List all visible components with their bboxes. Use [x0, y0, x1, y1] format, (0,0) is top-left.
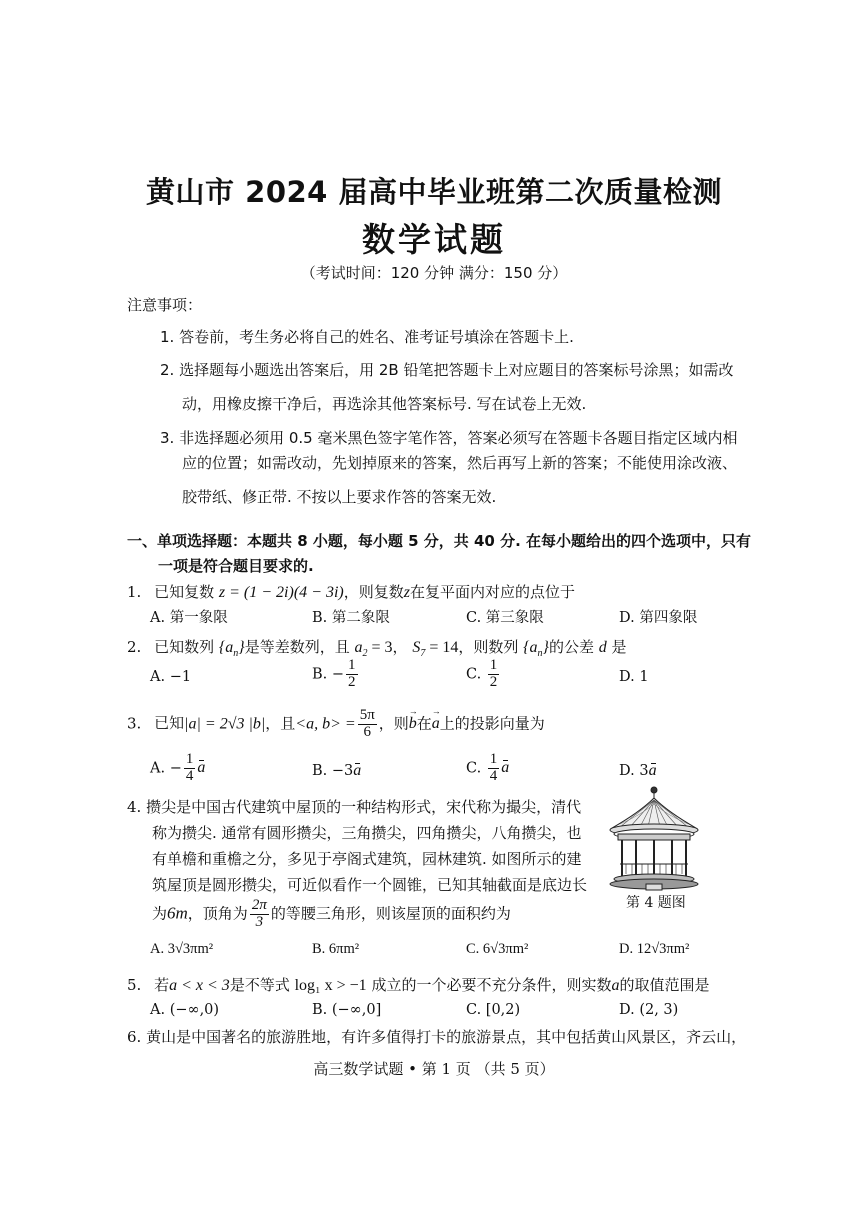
q2-seq-close-2: }: [542, 639, 549, 656]
q1-post: 在复平面内对应的点位于: [409, 583, 575, 601]
q2-post: 是: [611, 638, 627, 656]
pavilion-figure: [606, 784, 702, 892]
q3-d-vec: a: [648, 762, 657, 779]
q3-text-i: 上的投影向量为: [439, 714, 545, 733]
q3-option-a-label: A. −: [150, 760, 182, 777]
q1-number: 1.: [127, 583, 142, 601]
q2-c-num: 1: [489, 657, 498, 673]
q3-c-vec: a: [501, 759, 510, 777]
notice-item-3: 3. 非选择题必须用 0.5 毫米黑色签字笔作答，答案必须写在答题卡各题目指定区域内相: [160, 429, 738, 447]
q2-mid2: ，则数列: [458, 638, 519, 656]
q3-b-vec: a: [353, 762, 362, 779]
q5-var: a: [611, 977, 620, 994]
section1-heading-cont: 一项是符合题目要求的.: [158, 557, 314, 575]
q2-seq-sub: n: [233, 648, 239, 660]
q2-option-b[interactable]: [312, 658, 360, 691]
q4-line-4: 筑屋顶是圆形攒尖，可近似看作一个圆锥，已知其轴截面是底边长: [152, 876, 588, 894]
q4-length: 6m: [167, 903, 188, 923]
question-1: [127, 581, 575, 602]
page-footer: 高三数学试题 • 第 1 页 （共 5 页）: [313, 1060, 555, 1078]
q4-angle-den: 3: [255, 913, 264, 930]
q3-option-b[interactable]: [312, 762, 361, 780]
q4-last-pre: 为: [152, 904, 168, 923]
q3-option-d[interactable]: [619, 762, 657, 780]
q5-number: 5.: [127, 976, 142, 994]
q2-a2: a: [354, 639, 363, 656]
q5-mid: 是不等式: [229, 976, 290, 994]
q5-pre: 若: [154, 976, 170, 994]
q2-number: 2.: [127, 638, 142, 656]
q2-c-den: 2: [489, 673, 498, 690]
q5-post: 成立的一个必要不充分条件，则实数: [371, 976, 612, 994]
q4-angle-num: 2π: [251, 897, 267, 913]
q1-option-a[interactable]: A. 第一象限: [150, 610, 228, 626]
q2-option-a[interactable]: A. −1: [150, 669, 192, 685]
q2-s7-sub: 7: [420, 648, 426, 660]
notice-item-3-cont: 应的位置；如需改动，先划掉原来的答案，然后再写上新的答案；不能使用涂改液、: [182, 454, 738, 472]
q5-option-d[interactable]: D. (2, 3): [619, 1002, 679, 1018]
notice-item-2-cont: 动，用橡皮擦干净后，再选涂其他答案标号. 写在试卷上无效.: [182, 395, 587, 413]
q2-option-c[interactable]: [466, 658, 501, 691]
q3-c-den: 4: [489, 767, 498, 784]
q3-option-c[interactable]: [466, 752, 509, 785]
question-6: 6. 黄山是中国著名的旅游胜地，有许多值得打卡的旅游景点，其中包括黄山风景区，齐云山，: [127, 1028, 747, 1046]
q3-a-num: 1: [185, 751, 194, 767]
q5-option-c[interactable]: C. [0,2): [466, 1002, 521, 1018]
q2-b-num: 1: [348, 657, 356, 673]
notice-item-2: 2. 选择题每小题选出答案后，用 2B 铅笔把答题卡上对应题目的答案标号涂黑；如需改: [160, 361, 734, 379]
q4-option-b[interactable]: B. 6πm²: [312, 941, 360, 957]
q3-text-g: 在: [416, 714, 432, 733]
q4-option-d[interactable]: D. 12√3πm²: [619, 941, 690, 957]
question-2: 2. 已知数列 $\{a_n\}$是等差数列，且 $a_2 = 3$， $S_7 = 14$，则数列 $\{a_n\}$的公差 d 是: [127, 638, 627, 660]
q2-d: d: [598, 639, 607, 656]
q3-norm-expr: |a| = 2√3 |b|: [184, 715, 266, 733]
exam-title: 黄山市 2024 届高中毕业班第二次质量检测: [146, 175, 722, 209]
subject-title: 数学试题: [362, 220, 506, 259]
q5-option-a[interactable]: A. (−∞,0): [150, 1002, 220, 1018]
q3-option-b-text: B. −3: [312, 763, 354, 779]
q3-number: 3.: [127, 714, 142, 733]
q2-seq-sub-2: n: [537, 648, 543, 660]
q1-mid: ，则复数: [343, 583, 404, 601]
question-3: [127, 708, 545, 741]
q2-pre: 已知数列: [154, 638, 215, 656]
exam-time-info: （考试时间：120 分钟 满分：150 分）: [300, 264, 568, 282]
q4-figure-caption: 第 4 题图: [626, 895, 686, 911]
q1-option-c[interactable]: C. 第三象限: [466, 610, 544, 626]
q3-vector-b: → b: [409, 715, 417, 733]
q3-c-num: 1: [489, 751, 498, 767]
q4-line-5: [152, 898, 511, 931]
q2-seq-close: }: [238, 639, 245, 656]
q2-mid3: 的公差: [548, 638, 594, 656]
q3-angle-expr: <a, b> =: [295, 715, 356, 733]
notice-item-3-cont2: 胶带纸、修正带. 不按以上要求作答的答案无效.: [182, 488, 497, 506]
q2-b-den: 2: [348, 673, 356, 690]
q5-inequality: log₁ x > −1: [294, 977, 367, 994]
q3-angle-den: 6: [363, 723, 371, 740]
q3-option-d-text: D. 3: [619, 763, 649, 779]
q2-option-d[interactable]: D. 1: [619, 669, 649, 685]
q2-a2-val: = 3: [367, 639, 393, 656]
q1-expression: z = (1 − 2i)(4 − 3i): [218, 584, 344, 601]
q2-option-c-label: C.: [466, 666, 482, 683]
q2-s7: S: [412, 639, 421, 656]
q4-line-2: 称为攒尖. 通常有圆形攒尖，三角攒尖，四角攒尖，八角攒尖，也: [152, 824, 582, 842]
question-5: [127, 974, 710, 995]
q2-seq: {a: [218, 639, 234, 656]
q3-vector-a: → a: [432, 715, 440, 733]
q4-option-a[interactable]: A. 3√3πm²: [150, 941, 214, 957]
q3-angle-num: 5π: [359, 707, 375, 723]
q2-mid1: 是等差数列，且: [244, 638, 350, 656]
notice-item-1: 1. 答卷前，考生务必将自己的姓名、准考证号填涂在答题卡上.: [160, 328, 574, 346]
q4-option-c[interactable]: C. 6√3πm²: [466, 941, 529, 957]
q3-option-c-label: C.: [466, 760, 482, 777]
q1-option-b[interactable]: B. 第二象限: [312, 610, 390, 626]
q2-a2-sub: 2: [362, 648, 368, 660]
q1-pre: 已知复数: [154, 583, 215, 601]
q1-var: z: [403, 584, 410, 601]
q2-seq-2: {a: [523, 639, 538, 656]
q5-post2: 的取值范围是: [619, 976, 710, 994]
notice-heading: 注意事项：: [127, 296, 203, 314]
q4-line-1: 4. 攒尖是中国古代建筑中屋顶的一种结构形式，宋代称为撮尖，清代: [127, 798, 582, 816]
section1-heading: 一、单项选择题：本题共 8 小题，每小题 5 分，共 40 分. 在每小题给出的四个选项中，只有: [127, 532, 752, 550]
q3-a-den: 4: [185, 767, 194, 784]
q3-a-vec: a: [197, 759, 206, 777]
q3-text-c: ，且: [265, 714, 296, 733]
q4-last-mid: ，顶角为: [187, 904, 248, 923]
q1-option-d[interactable]: D. 第四象限: [619, 610, 698, 626]
q2-s7-val: = 14: [425, 639, 459, 656]
q4-last-post: 的等腰三角形，则该屋顶的面积约为: [270, 904, 511, 923]
q3-text-e: ，则: [378, 714, 409, 733]
q5-condition: a < x < 3: [169, 977, 230, 994]
q3-text-a: 已知: [154, 714, 185, 733]
q5-option-b[interactable]: B. (−∞,0]: [312, 1002, 382, 1018]
q4-line-3: 有单檐和重檐之分，多见于亭阁式建筑，园林建筑. 如图所示的建: [152, 850, 582, 868]
q3-option-a[interactable]: [150, 752, 205, 785]
q2-option-b-label: B. −: [312, 666, 345, 683]
